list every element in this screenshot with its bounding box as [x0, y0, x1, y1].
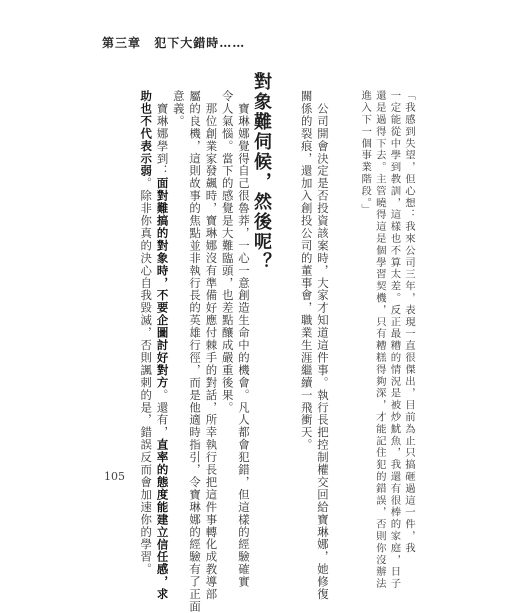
- text-line: 意義。: [171, 90, 186, 128]
- chapter-label: 第三章: [102, 36, 142, 50]
- text-span: 寶琳娜學到：: [155, 90, 170, 178]
- text-span: 。除非你真的決心自我毀滅，否則諷刺的是，錯誤反而會加速你的學習。: [139, 177, 154, 576]
- quote-line: 還是過得下去。主管曉得這是個學習契機，只有糟糕得夠深，才能記住犯的錯誤，否則你沒辦法: [373, 90, 386, 590]
- running-header: [102, 34, 253, 51]
- page-number: 105: [104, 470, 125, 483]
- bold-text: 助也不代表示弱: [139, 90, 154, 178]
- quote-block: [328, 90, 416, 590]
- text-line: 關係的裂痕，還加入創投公司的董事會，職業生涯繼續一飛衝天。: [299, 90, 314, 452]
- text-line: 令人氣惱。當下的感覺是大難臨頭，也差點釀成嚴重後果。: [220, 90, 235, 414]
- text-line: 寶琳娜覺得自己很魯莽，一心一意創造生命中的機會。凡人都會犯錯，但這樣的經驗確實: [237, 90, 251, 588]
- text-span: 。還有，: [155, 388, 170, 439]
- body-paragraph-1: [283, 90, 331, 601]
- text-line: [138, 90, 154, 576]
- quote-line: 「我感到失望，但心想：我來公司三年，表現一直很傑出，目前為止只搞砸過這一件，我: [403, 90, 415, 555]
- text-line: [154, 90, 170, 601]
- quote-line: 進入下一個事業階段。」: [359, 90, 372, 216]
- text-line: 公司開會決定是否投資該案時，大家才知道這件事。執行長把控制權交回給寶琳娜，她修復: [316, 90, 330, 601]
- section-heading: 對象難伺候，然後呢？: [251, 72, 272, 272]
- text-line: 那位創業家發飆時，寶琳娜沒有準備好應付棘手的對話，所幸執行長把這件事轉化成教導部: [204, 90, 219, 601]
- quote-line: 一定能從中學到教訓，這樣也不算太差。反正最糟的情況是被炒魷魚，我還有很棒的家庭，日子: [388, 90, 401, 590]
- chapter-title: 犯下大錯時……: [154, 36, 246, 50]
- text-line: 屬的良機，這則故事的焦點並非執行長的英雄行徑，而是他適時指引，令寶琳娜的經驗有了正面: [188, 90, 203, 613]
- bold-text: 直率的態度能建立信任感，求: [155, 438, 170, 601]
- bold-text: 面對難搞的對象時，不要企圖討好對方: [155, 177, 170, 389]
